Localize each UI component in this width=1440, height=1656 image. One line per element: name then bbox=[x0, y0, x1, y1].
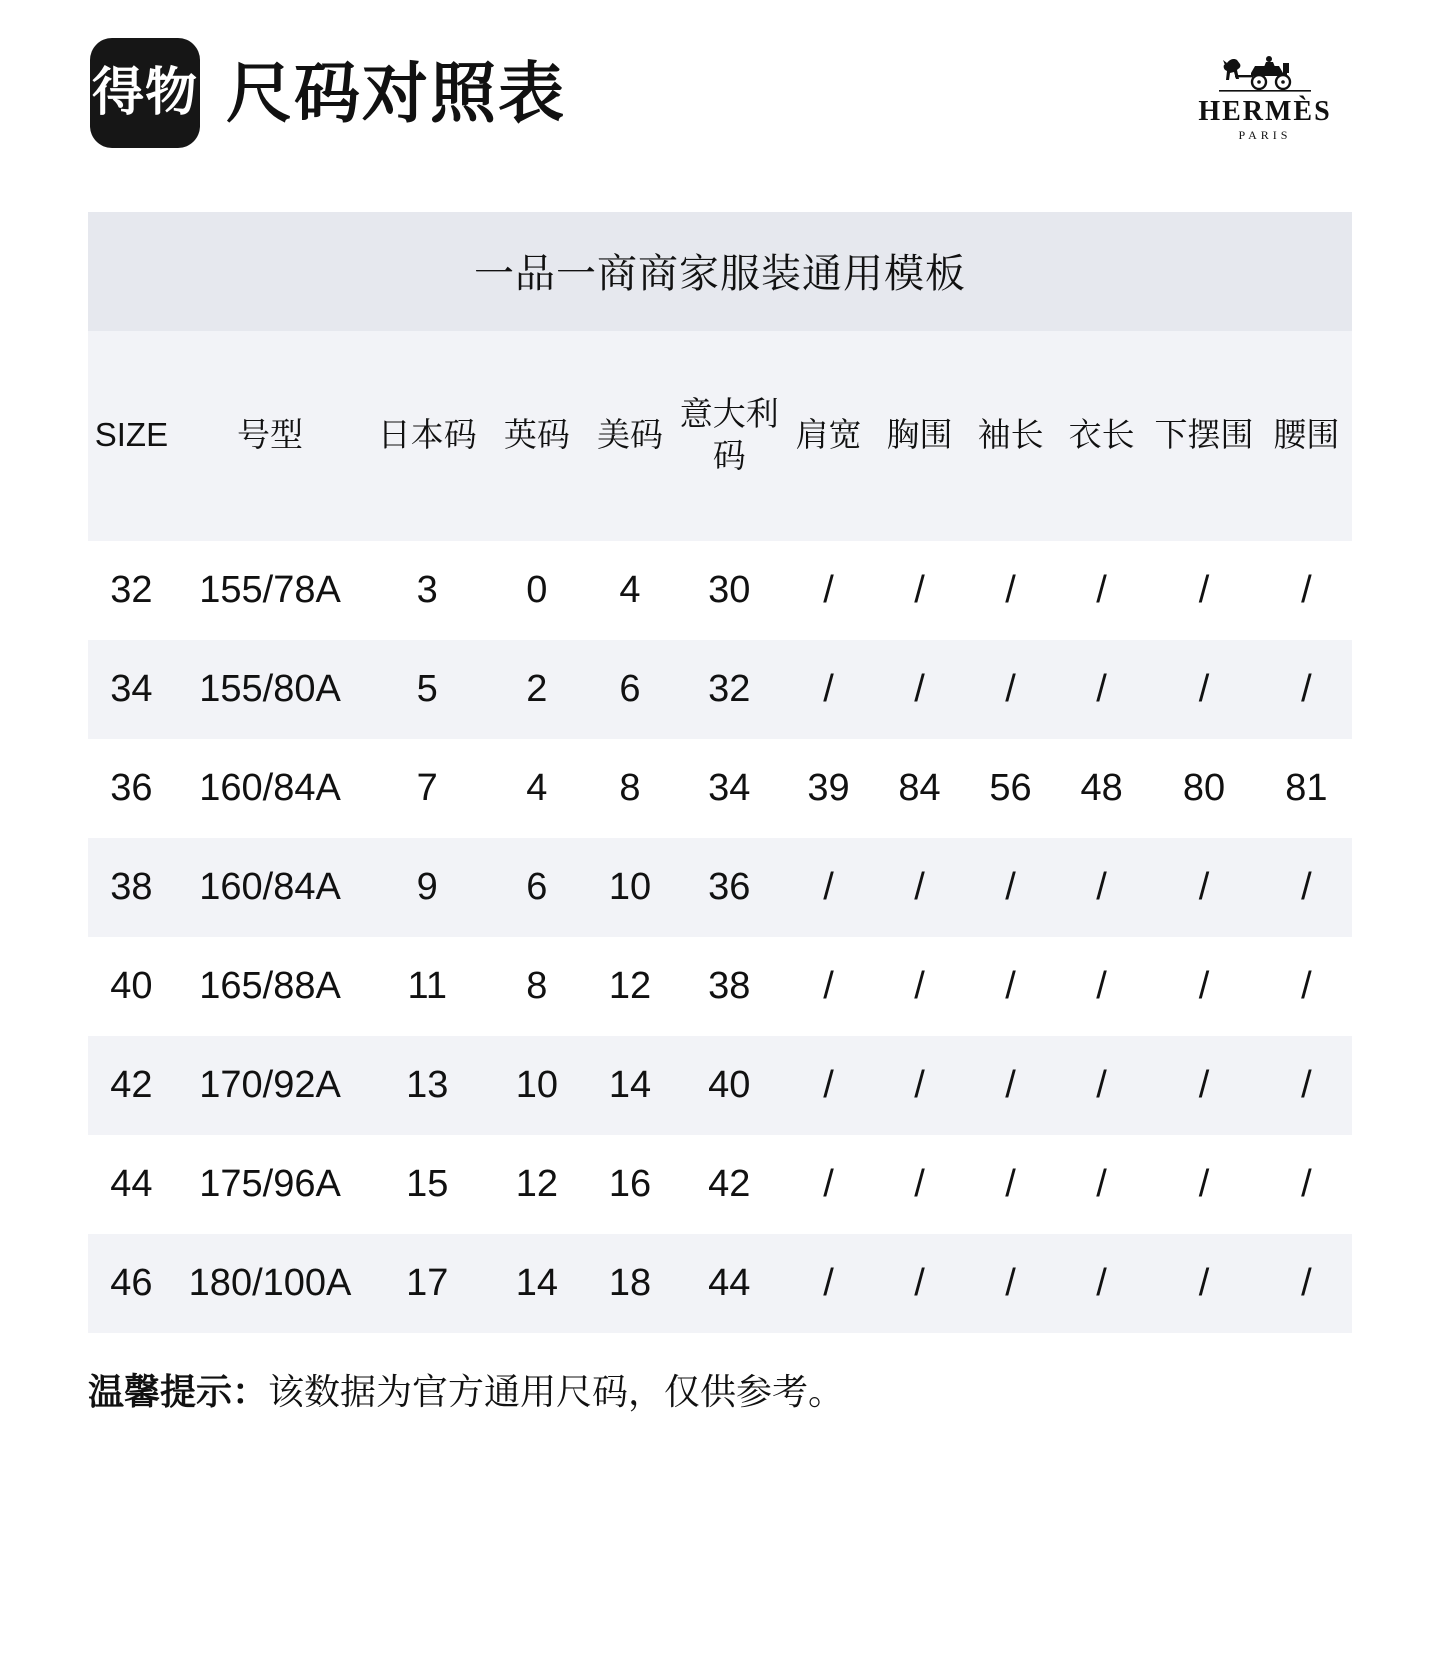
cell-shoulder: / bbox=[783, 937, 874, 1036]
cell-shoulder: / bbox=[783, 838, 874, 937]
cell-bust: / bbox=[874, 541, 965, 640]
cell-length: / bbox=[1056, 838, 1147, 937]
cell-bust: / bbox=[874, 1234, 965, 1333]
cell-length: / bbox=[1056, 640, 1147, 739]
cell-waist: / bbox=[1261, 541, 1352, 640]
cell-us: 4 bbox=[584, 541, 675, 640]
cell-sleeve: / bbox=[965, 838, 1056, 937]
size-table-body bbox=[88, 541, 1352, 1333]
cell-hem: 80 bbox=[1147, 739, 1261, 838]
cell-length: / bbox=[1056, 541, 1147, 640]
cell-haoxing: 155/80A bbox=[175, 640, 365, 739]
hermes-logo bbox=[1190, 43, 1340, 143]
cell-it: 30 bbox=[675, 541, 783, 640]
table-row bbox=[88, 1135, 1352, 1234]
column-header-jp-size: 日本码 bbox=[365, 331, 489, 541]
cell-us: 16 bbox=[584, 1135, 675, 1234]
cell-size: 40 bbox=[88, 937, 175, 1036]
page-header bbox=[0, 0, 1440, 160]
cell-it: 36 bbox=[675, 838, 783, 937]
cell-uk: 6 bbox=[489, 838, 584, 937]
cell-it: 34 bbox=[675, 739, 783, 838]
cell-size: 42 bbox=[88, 1036, 175, 1135]
cell-uk: 0 bbox=[489, 541, 584, 640]
cell-jp: 5 bbox=[365, 640, 489, 739]
cell-haoxing: 160/84A bbox=[175, 838, 365, 937]
cell-us: 6 bbox=[584, 640, 675, 739]
cell-jp: 13 bbox=[365, 1036, 489, 1135]
cell-uk: 2 bbox=[489, 640, 584, 739]
column-header-shoulder: 肩宽 bbox=[783, 331, 874, 541]
table-row bbox=[88, 739, 1352, 838]
cell-waist: / bbox=[1261, 640, 1352, 739]
column-header-size: SIZE bbox=[88, 331, 175, 541]
cell-sleeve: / bbox=[965, 1036, 1056, 1135]
cell-shoulder: / bbox=[783, 1135, 874, 1234]
cell-bust: / bbox=[874, 937, 965, 1036]
cell-bust: / bbox=[874, 1135, 965, 1234]
page-title: 尺码对照表 bbox=[226, 56, 566, 130]
table-row bbox=[88, 937, 1352, 1036]
cell-uk: 4 bbox=[489, 739, 584, 838]
dewu-logo-text: 得物 bbox=[91, 63, 198, 123]
cell-waist: 81 bbox=[1261, 739, 1352, 838]
size-table-container bbox=[88, 212, 1352, 1333]
cell-shoulder: / bbox=[783, 541, 874, 640]
cell-haoxing: 155/78A bbox=[175, 541, 365, 640]
cell-shoulder: / bbox=[783, 1234, 874, 1333]
footer-note-label: 温馨提示： bbox=[88, 1371, 269, 1412]
cell-us: 8 bbox=[584, 739, 675, 838]
cell-length: / bbox=[1056, 1234, 1147, 1333]
cell-size: 36 bbox=[88, 739, 175, 838]
footer-note-text: 该数据为官方通用尺码，仅供参考。 bbox=[268, 1371, 845, 1412]
cell-uk: 12 bbox=[489, 1135, 584, 1234]
cell-bust: / bbox=[874, 640, 965, 739]
cell-hem: / bbox=[1147, 541, 1261, 640]
cell-it: 38 bbox=[675, 937, 783, 1036]
cell-haoxing: 160/84A bbox=[175, 739, 365, 838]
column-header-length: 衣长 bbox=[1056, 331, 1147, 541]
hermes-brand-name: HERMÈS bbox=[1198, 95, 1332, 127]
hermes-carriage-icon bbox=[1205, 49, 1325, 95]
table-row bbox=[88, 640, 1352, 739]
cell-hem: / bbox=[1147, 640, 1261, 739]
cell-size: 44 bbox=[88, 1135, 175, 1234]
table-row bbox=[88, 838, 1352, 937]
table-row bbox=[88, 1036, 1352, 1135]
cell-length: 48 bbox=[1056, 739, 1147, 838]
cell-shoulder: / bbox=[783, 1036, 874, 1135]
cell-size: 38 bbox=[88, 838, 175, 937]
cell-haoxing: 170/92A bbox=[175, 1036, 365, 1135]
column-header-us-size: 美码 bbox=[584, 331, 675, 541]
cell-sleeve: / bbox=[965, 1135, 1056, 1234]
cell-jp: 7 bbox=[365, 739, 489, 838]
cell-us: 10 bbox=[584, 838, 675, 937]
footer-note bbox=[88, 1367, 1352, 1417]
cell-waist: / bbox=[1261, 1234, 1352, 1333]
cell-hem: / bbox=[1147, 1234, 1261, 1333]
size-table-head bbox=[88, 331, 1352, 541]
cell-waist: / bbox=[1261, 1135, 1352, 1234]
column-header-bust: 胸围 bbox=[874, 331, 965, 541]
cell-uk: 8 bbox=[489, 937, 584, 1036]
cell-length: / bbox=[1056, 1135, 1147, 1234]
cell-bust: 84 bbox=[874, 739, 965, 838]
cell-shoulder: / bbox=[783, 640, 874, 739]
cell-waist: / bbox=[1261, 1036, 1352, 1135]
cell-sleeve: / bbox=[965, 541, 1056, 640]
cell-it: 44 bbox=[675, 1234, 783, 1333]
cell-jp: 9 bbox=[365, 838, 489, 937]
size-table bbox=[88, 331, 1352, 1333]
cell-sleeve: / bbox=[965, 640, 1056, 739]
cell-sleeve: / bbox=[965, 937, 1056, 1036]
cell-haoxing: 175/96A bbox=[175, 1135, 365, 1234]
cell-us: 18 bbox=[584, 1234, 675, 1333]
cell-hem: / bbox=[1147, 838, 1261, 937]
cell-hem: / bbox=[1147, 1135, 1261, 1234]
cell-length: / bbox=[1056, 937, 1147, 1036]
cell-sleeve: 56 bbox=[965, 739, 1056, 838]
cell-hem: / bbox=[1147, 937, 1261, 1036]
cell-us: 12 bbox=[584, 937, 675, 1036]
cell-uk: 10 bbox=[489, 1036, 584, 1135]
cell-waist: / bbox=[1261, 838, 1352, 937]
cell-it: 40 bbox=[675, 1036, 783, 1135]
column-header-it-size: 意大利码 bbox=[675, 331, 783, 541]
cell-size: 46 bbox=[88, 1234, 175, 1333]
column-header-hem: 下摆围 bbox=[1147, 331, 1261, 541]
hermes-brand-sub: PARIS bbox=[1238, 128, 1292, 143]
cell-size: 34 bbox=[88, 640, 175, 739]
cell-hem: / bbox=[1147, 1036, 1261, 1135]
size-table-caption: 一品一商商家服装通用模板 bbox=[88, 212, 1352, 331]
column-header-haoxing: 号型 bbox=[175, 331, 365, 541]
table-row bbox=[88, 1234, 1352, 1333]
column-header-sleeve: 袖长 bbox=[965, 331, 1056, 541]
cell-size: 32 bbox=[88, 541, 175, 640]
cell-waist: / bbox=[1261, 937, 1352, 1036]
cell-jp: 3 bbox=[365, 541, 489, 640]
column-header-uk-size: 英码 bbox=[489, 331, 584, 541]
cell-length: / bbox=[1056, 1036, 1147, 1135]
table-row bbox=[88, 541, 1352, 640]
cell-us: 14 bbox=[584, 1036, 675, 1135]
cell-jp: 17 bbox=[365, 1234, 489, 1333]
cell-it: 42 bbox=[675, 1135, 783, 1234]
cell-sleeve: / bbox=[965, 1234, 1056, 1333]
dewu-logo-badge bbox=[90, 38, 200, 148]
cell-bust: / bbox=[874, 1036, 965, 1135]
table-header-row bbox=[88, 331, 1352, 541]
cell-uk: 14 bbox=[489, 1234, 584, 1333]
cell-haoxing: 165/88A bbox=[175, 937, 365, 1036]
cell-bust: / bbox=[874, 838, 965, 937]
cell-haoxing: 180/100A bbox=[175, 1234, 365, 1333]
cell-shoulder: 39 bbox=[783, 739, 874, 838]
column-header-waist: 腰围 bbox=[1261, 331, 1352, 541]
cell-jp: 15 bbox=[365, 1135, 489, 1234]
cell-it: 32 bbox=[675, 640, 783, 739]
cell-jp: 11 bbox=[365, 937, 489, 1036]
